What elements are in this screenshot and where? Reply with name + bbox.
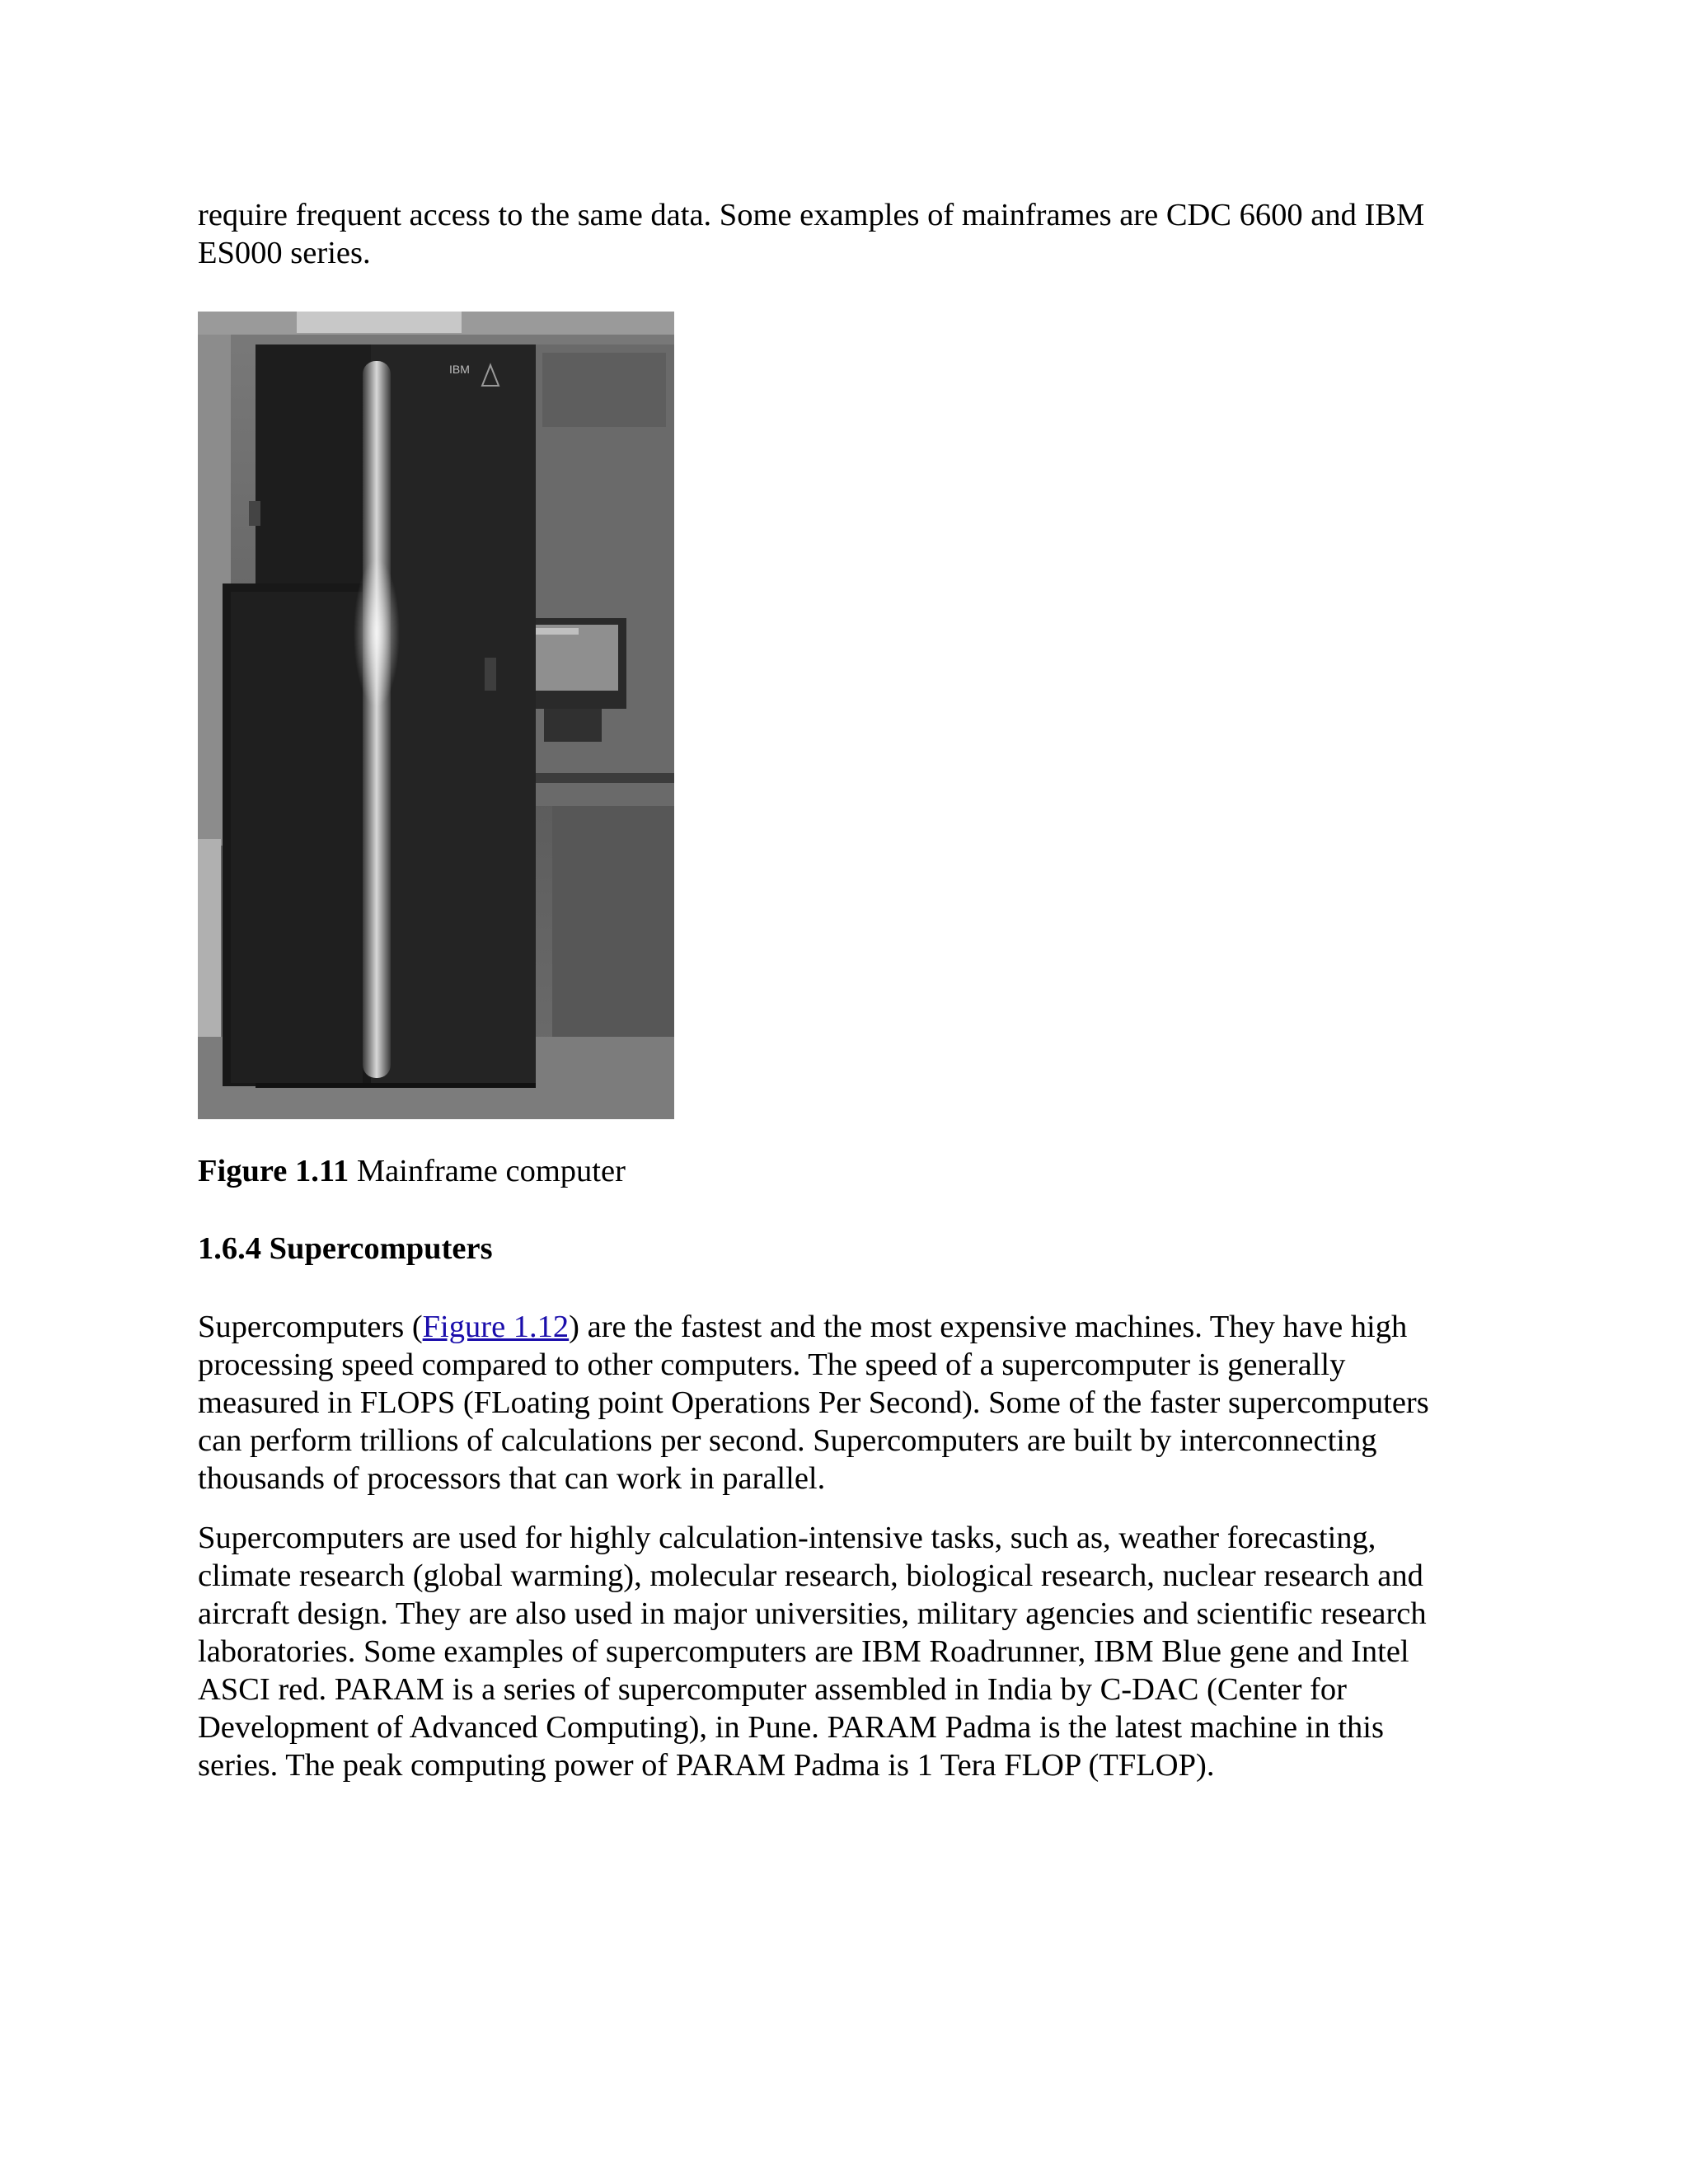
paragraph-line-start: Supercomputers (: [198, 1310, 423, 1344]
paragraph-line: can perform trillions of calculations per second. Supercomputers are built by interconnecting: [198, 1423, 1377, 1458]
ibm-logo: IBM: [449, 363, 470, 376]
paragraph-supercomputers-uses: [198, 1519, 1517, 1784]
intro-paragraph: [198, 196, 1517, 272]
figure-1-12-link[interactable]: Figure 1.12: [422, 1310, 570, 1344]
paragraph-line: thousands of processors that can work in parallel.: [198, 1461, 826, 1496]
figure-label: Figure 1.11: [198, 1154, 349, 1188]
mainframe-photo: [198, 312, 674, 1119]
paragraph-line: measured in FLOPS (FLoating point Operations Per Second). Some of the faster supercomputers: [198, 1385, 1429, 1420]
figure-caption: [198, 1152, 626, 1190]
paragraph-supercomputers-intro: [198, 1308, 1517, 1497]
mainframe-photo-drawing: [198, 312, 674, 1119]
paragraph-line: climate research (global warming), molecular research, biological research, nuclear research and: [198, 1558, 1423, 1593]
section-heading: 1.6.4 Supercomputers: [198, 1231, 493, 1266]
paragraph-line: Supercomputers are used for highly calculation-intensive tasks, such as, weather forecasting,: [198, 1521, 1376, 1555]
paragraph-line: ASCI red. PARAM is a series of supercomputer assembled in India by C-DAC (Center for: [198, 1672, 1347, 1707]
paragraph-line: processing speed compared to other computers. The speed of a supercomputer is generally: [198, 1347, 1346, 1382]
intro-line: ES000 series.: [198, 236, 371, 270]
paragraph-line: [198, 1308, 1517, 1346]
paragraph-line: aircraft design. They are also used in major universities, military agencies and scientific research: [198, 1596, 1427, 1631]
paragraph-line: Development of Advanced Computing), in Pune. PARAM Padma is the latest machine in this: [198, 1710, 1384, 1745]
paragraph-line: series. The peak computing power of PARAM Padma is 1 Tera FLOP (TFLOP).: [198, 1748, 1215, 1783]
paragraph-line-end: ) are the fastest and the most expensive machines. They have high: [569, 1310, 1408, 1344]
intro-line: require frequent access to the same data. Some examples of mainframes are CDC 6600 and IBM: [198, 198, 1425, 232]
figure-caption-text: Mainframe computer: [349, 1154, 626, 1188]
paragraph-line: laboratories. Some examples of supercomputers are IBM Roadrunner, IBM Blue gene and Intel: [198, 1634, 1409, 1669]
